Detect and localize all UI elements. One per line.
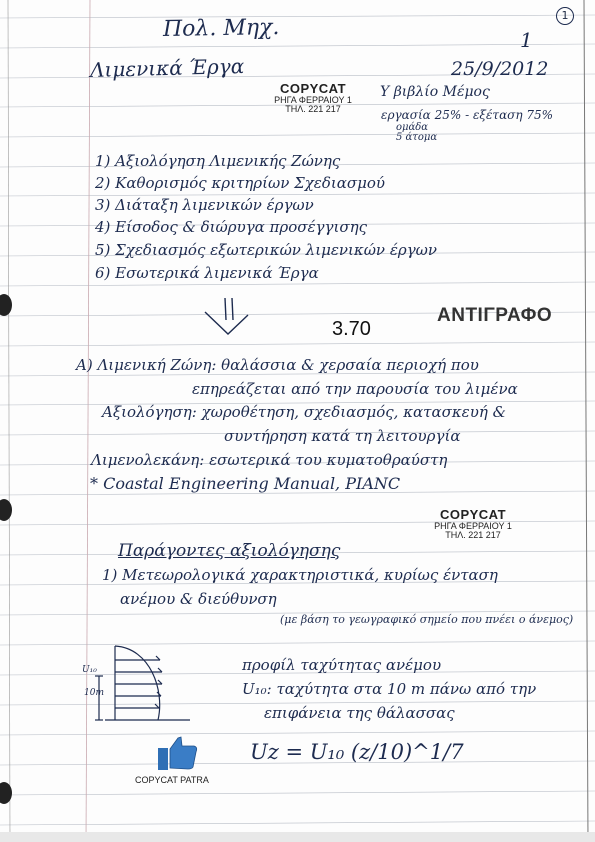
stamp-phone: ΤΗΛ. 221 217	[445, 530, 501, 541]
left-edge-line	[8, 0, 10, 842]
section-a-line-3: Αξιολόγηση: χωροθέτηση, σχεδιασμός, κατασκευή &	[102, 403, 506, 421]
grading-annotation-1: ομάδα	[396, 122, 429, 133]
course-title: Πολ. Μηχ.	[162, 14, 280, 43]
parameters-item-1-line-2: ανέμου & διεύθυνση	[120, 590, 277, 608]
profile-title: προφίλ ταχύτητας ανέμου	[242, 656, 442, 674]
margin-line	[86, 0, 90, 842]
section-a-line-4: συντήρηση κατά τη λειτουργία	[224, 427, 461, 445]
stamp-address: ΡΗΓΑ ΦΕΡΡΑΙΟΥ 1	[274, 94, 352, 105]
list-item: 2) Καθορισμός κριτηρίων Σχεδιασμού	[95, 174, 386, 192]
section-a-line-6: * Coastal Engineering Manual, PIANC	[90, 474, 401, 493]
grading-annotation-2: 5 άτομα	[396, 132, 438, 143]
page-number: 1	[561, 9, 569, 22]
section-a-line-5: Λιμενολεκάνη: εσωτερικά του κυματοθραύστη	[91, 451, 448, 469]
list-item: 1) Αξιολόγηση Λιμενικής Ζώνης	[95, 152, 341, 170]
right-edge-line	[584, 0, 588, 842]
stamp-brand: COPYCAT	[439, 507, 507, 522]
page-count-mark: 1	[520, 28, 533, 52]
bottom-scan-edge	[0, 832, 595, 842]
list-item: 4) Είσοδος & διώρυγα προσέγγισης	[95, 218, 367, 236]
section-a-line-1: Α) Λιμενική Ζώνη: θαλάσσια & χερσαία περιοχή που	[76, 356, 479, 374]
list-item: 5) Σχεδιασμός εξωτερικών λιμενικών έργων	[95, 241, 438, 259]
subject-title: Λιμενικά Έργα	[89, 53, 245, 83]
formula: Uz = U₁₀ (z/10)^1/7	[250, 740, 464, 764]
section-a-line-2: επηρεάζεται από την παρουσία του λιμένα	[192, 380, 518, 398]
list-item: 6) Εσωτερικά λιμενικά Έργα	[95, 264, 319, 282]
parameters-note: (με βάση το γεωγραφικό σημείο που πνέει ο άνεμος)	[280, 613, 574, 626]
grading-note: εργασία 25% - εξέταση 75%	[381, 108, 554, 122]
list-item: 3) Διάταξη λιμενικών έργων	[95, 196, 314, 214]
copycat-stamp-bottom	[418, 508, 528, 541]
book-note: Υ βιβλίο Μέμος	[380, 84, 490, 100]
parameters-item-1-line-1: 1) Μετεωρολογικά χαρακτηριστικά, κυρίως ένταση	[102, 566, 498, 584]
parameters-heading: Παράγοντες αξιολόγησης	[118, 541, 341, 561]
punch-holes	[0, 294, 12, 804]
profile-label-u10: U₁₀	[82, 665, 97, 675]
copycat-stamp-top	[258, 82, 368, 115]
stamp-brand: COPYCAT	[279, 81, 347, 96]
profile-label-10m: 10m	[84, 688, 104, 698]
price-label: 3.70	[332, 318, 371, 340]
profile-definition-line-1: U₁₀: ταχύτητα στα 10 m πάνω από την	[242, 680, 537, 698]
down-arrow-icon	[205, 298, 248, 334]
stamp-phone: ΤΗΛ. 221 217	[285, 104, 341, 115]
page-number-circle	[556, 7, 574, 25]
profile-definition-line-2: επιφάνεια της θάλασσας	[264, 704, 455, 722]
copycat-logo-text: COPYCAT PATRA	[135, 775, 209, 785]
wind-profile-diagram	[95, 646, 190, 720]
date: 25/9/2012	[451, 58, 549, 80]
thumbs-up-icon	[158, 737, 197, 770]
copy-watermark: ΑΝΤΙΓΡΑΦΟ	[437, 305, 553, 326]
stamp-address: ΡΗΓΑ ΦΕΡΡΑΙΟΥ 1	[434, 520, 512, 531]
